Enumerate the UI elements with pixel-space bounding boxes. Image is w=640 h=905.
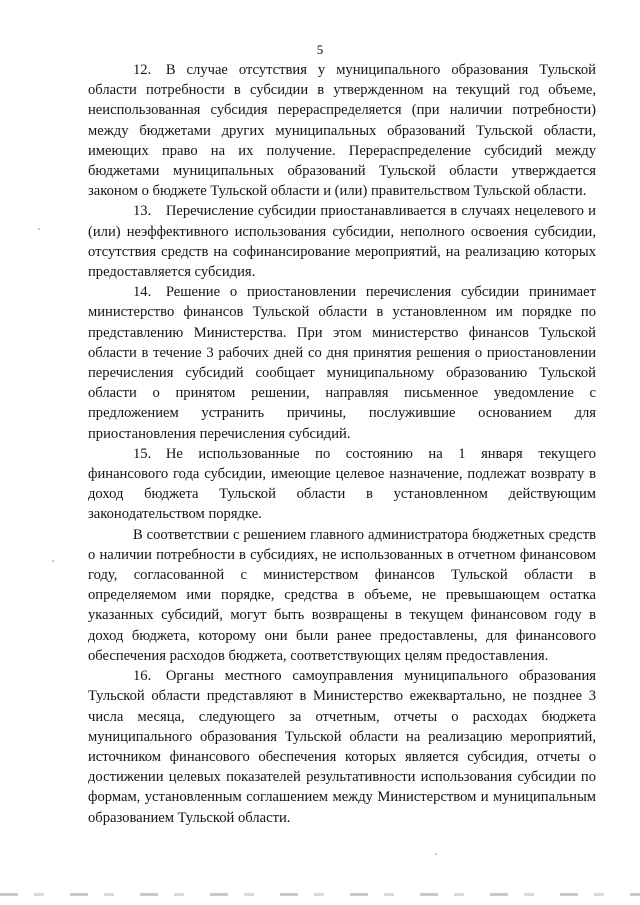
paragraph-16: 16. Органы местного самоуправления муниципального образования Тульской области представляют в Министерство ежеквартально, не позднее 3 числа месяца, следующего за отчетным, отчеты о расходах бюджета муниципального образования Тульской области на реализацию мероприятий, источником финансового обеспечения которых является субсидия, отчеты о достижении целевых показателей результативности использования субсидии по формам, установленным соглашением между Министерством и муниципальным образованием Тульской области. <box>88 668 596 826</box>
page-number: 5 <box>316 42 324 57</box>
paragraph-14: 14. Решение о приостановлении перечисления субсидии принимает министерство финансов Тульской области в установленном им порядке по представлению Министерства. При этом министерство финансов Тульской области в течение 3 рабочих дней со дня принятия решения о приостановлении перечисления субсидий сообщает муниципальному образованию Тульской области о принятом решении, направляя письменное уведомление с предложением устранить причины, послужившие основанием для приостановления перечисления субсидий. <box>88 284 596 442</box>
paragraph-12: 12. В случае отсутствия у муниципального образования Тульской области потребности в субсидии в утвержденном на текущий год объеме, неиспользованная субсидия перераспределяется (при наличии потребности) между бюджетами других муниципальных образований Тульской области, имеющих право на их получение. Перераспределение субсидий между бюджетами муниципальных образований Тульской области утверждается законом о бюджете Тульской области и (или) правительством Тульской области. <box>88 62 596 200</box>
scan-speck <box>38 228 40 230</box>
document-body <box>88 60 596 828</box>
scan-speck <box>435 853 437 855</box>
scan-bottom-artifact <box>0 893 640 896</box>
paragraph-13: 13. Перечисление субсидии приостанавливается в случаях нецелевого и (или) неэффективного использования субсидии, неполного освоения субсидии, отсутствия средств на софинансирование мероприятий, на реализацию которых предоставляется субсидия. <box>88 203 596 281</box>
scan-speck <box>52 560 54 562</box>
paragraph-15: 15. Не использованные по состоянию на 1 января текущего финансового года субсидии, имеющие целевое назначение, подлежат возврату в доход бюджета Тульской области в установленном действующим законодательством порядке. <box>88 445 596 523</box>
paragraph-15-continued: В соответствии с решением главного администратора бюджетных средств о наличии потребности в субсидиях, не использованных в отчетном финансовом году, согласованной с министерством финансов Тульской области в определяемом ими порядке, средства в объеме, не превышающем остатка указанных субсидий, могут быть возвращены в текущем финансовом году в доход бюджета, которому они были ранее предоставлены, для финансового обеспечения расходов бюджета, соответствующих целям предоставления. <box>88 526 596 664</box>
